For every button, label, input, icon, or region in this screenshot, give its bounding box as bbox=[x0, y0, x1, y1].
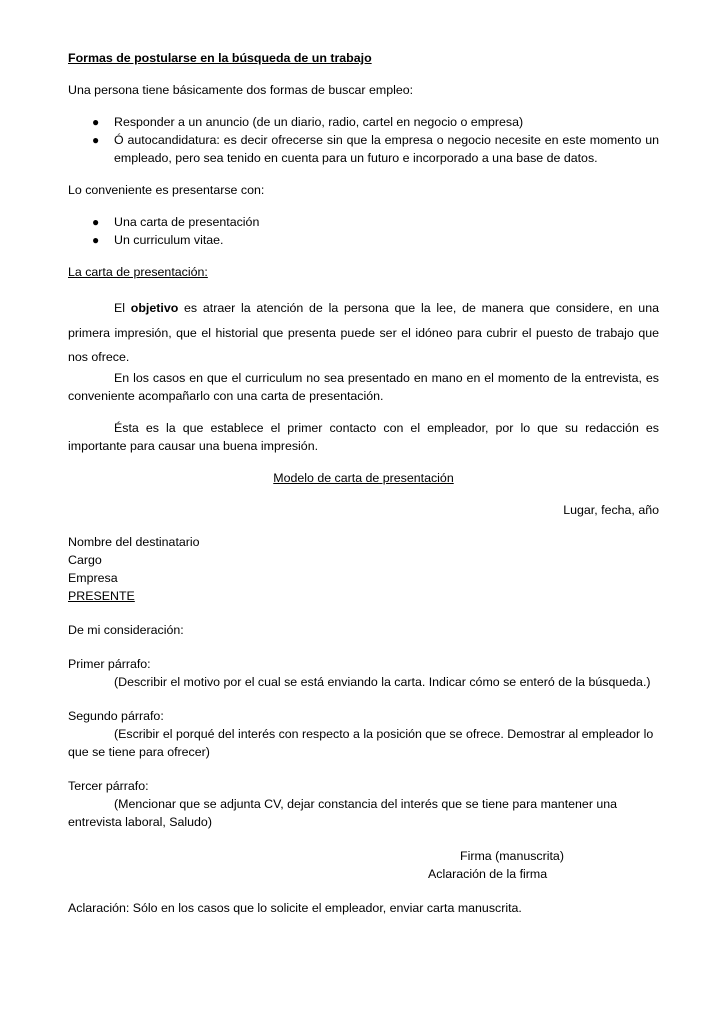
bullet-icon: ● bbox=[92, 214, 100, 229]
paragraph-second-block bbox=[68, 708, 659, 762]
paragraph-label: Primer párrafo: bbox=[68, 657, 151, 672]
document-title: Formas de postularse en la búsqueda de un trabajo bbox=[68, 51, 372, 65]
paragraph-instruction: (Mencionar que se adjunta CV, dejar constancia del interés que se tiene para mantener una bbox=[114, 797, 618, 812]
items-list bbox=[68, 214, 659, 250]
place-date: Lugar, fecha, año bbox=[563, 503, 659, 518]
greeting: De mi consideración: bbox=[68, 623, 184, 638]
paragraph-first-block bbox=[68, 656, 659, 692]
recipient-present: PRESENTE bbox=[68, 589, 135, 604]
signature-clarification: Aclaración de la firma bbox=[428, 866, 548, 881]
model-title: Modelo de carta de presentación bbox=[273, 471, 454, 486]
paragraph-instruction: (Escribir el porqué del interés con respecto a la posición que se ofrece. Demostrar al empleador lo bbox=[114, 727, 654, 742]
objective-paragraph: El objetivo es atraer la atención de la persona que la lee, de manera que considere, en una primera impresión, que el historial que presenta puede ser el idóneo para cubrir el puesto de trabajo que nos ofrece. bbox=[68, 300, 659, 365]
ways-list bbox=[68, 114, 659, 168]
list-item: ● Una carta de presentación bbox=[68, 214, 659, 232]
paragraph-third-block bbox=[68, 778, 659, 832]
bullet-icon: ● bbox=[92, 232, 100, 247]
convenient-text: Lo conveniente es presentarse con: bbox=[68, 182, 265, 197]
recipient-company: Empresa bbox=[68, 571, 118, 586]
final-note: Aclaración: Sólo en los casos que lo solicite el empleador, enviar carta manuscrita. bbox=[68, 900, 522, 915]
list-item: ● Ó autocandidatura: es decir ofrecerse sin que la empresa o negocio necesite en este momento un empleado, pero sea tenido en cuenta para un futuro e incorporado a una base de datos. bbox=[92, 132, 659, 165]
paragraph-instruction-cont: entrevista laboral, Saludo) bbox=[68, 815, 212, 830]
bullet-icon: ● bbox=[92, 114, 100, 129]
recipient-name: Nombre del destinatario bbox=[68, 535, 200, 550]
bullet-icon: ● bbox=[92, 132, 100, 147]
section-heading: La carta de presentación: bbox=[68, 264, 208, 279]
paragraph-label: Segundo párrafo: bbox=[68, 709, 164, 724]
paragraph-first-contact: Ésta es la que establece el primer contacto con el empleador, por lo que su redacción es importante para causar una buena impresión. bbox=[68, 421, 659, 454]
recipient-position: Cargo bbox=[68, 553, 102, 568]
paragraph-curriculum: En los casos en que el curriculum no sea presentado en mano en el momento de la entrevista, es conveniente acompañarlo con una carta de presentación. bbox=[68, 371, 659, 404]
document-page bbox=[68, 50, 659, 918]
paragraph-instruction: (Describir el motivo por el cual se está enviando la carta. Indicar cómo se enteró de la búsqueda.) bbox=[114, 675, 651, 690]
intro-text: Una persona tiene básicamente dos formas de buscar empleo: bbox=[68, 82, 414, 97]
paragraph-instruction-cont: que se tiene para ofrecer) bbox=[68, 745, 210, 760]
list-item: ● Un curriculum vitae. bbox=[68, 232, 659, 250]
list-item: ● Responder a un anuncio (de un diario, radio, cartel en negocio o empresa) bbox=[68, 114, 659, 132]
signature-block bbox=[68, 848, 659, 884]
recipient-block bbox=[68, 534, 659, 606]
paragraph-label: Tercer párrafo: bbox=[68, 779, 149, 794]
signature-line: Firma (manuscrita) bbox=[460, 849, 564, 863]
